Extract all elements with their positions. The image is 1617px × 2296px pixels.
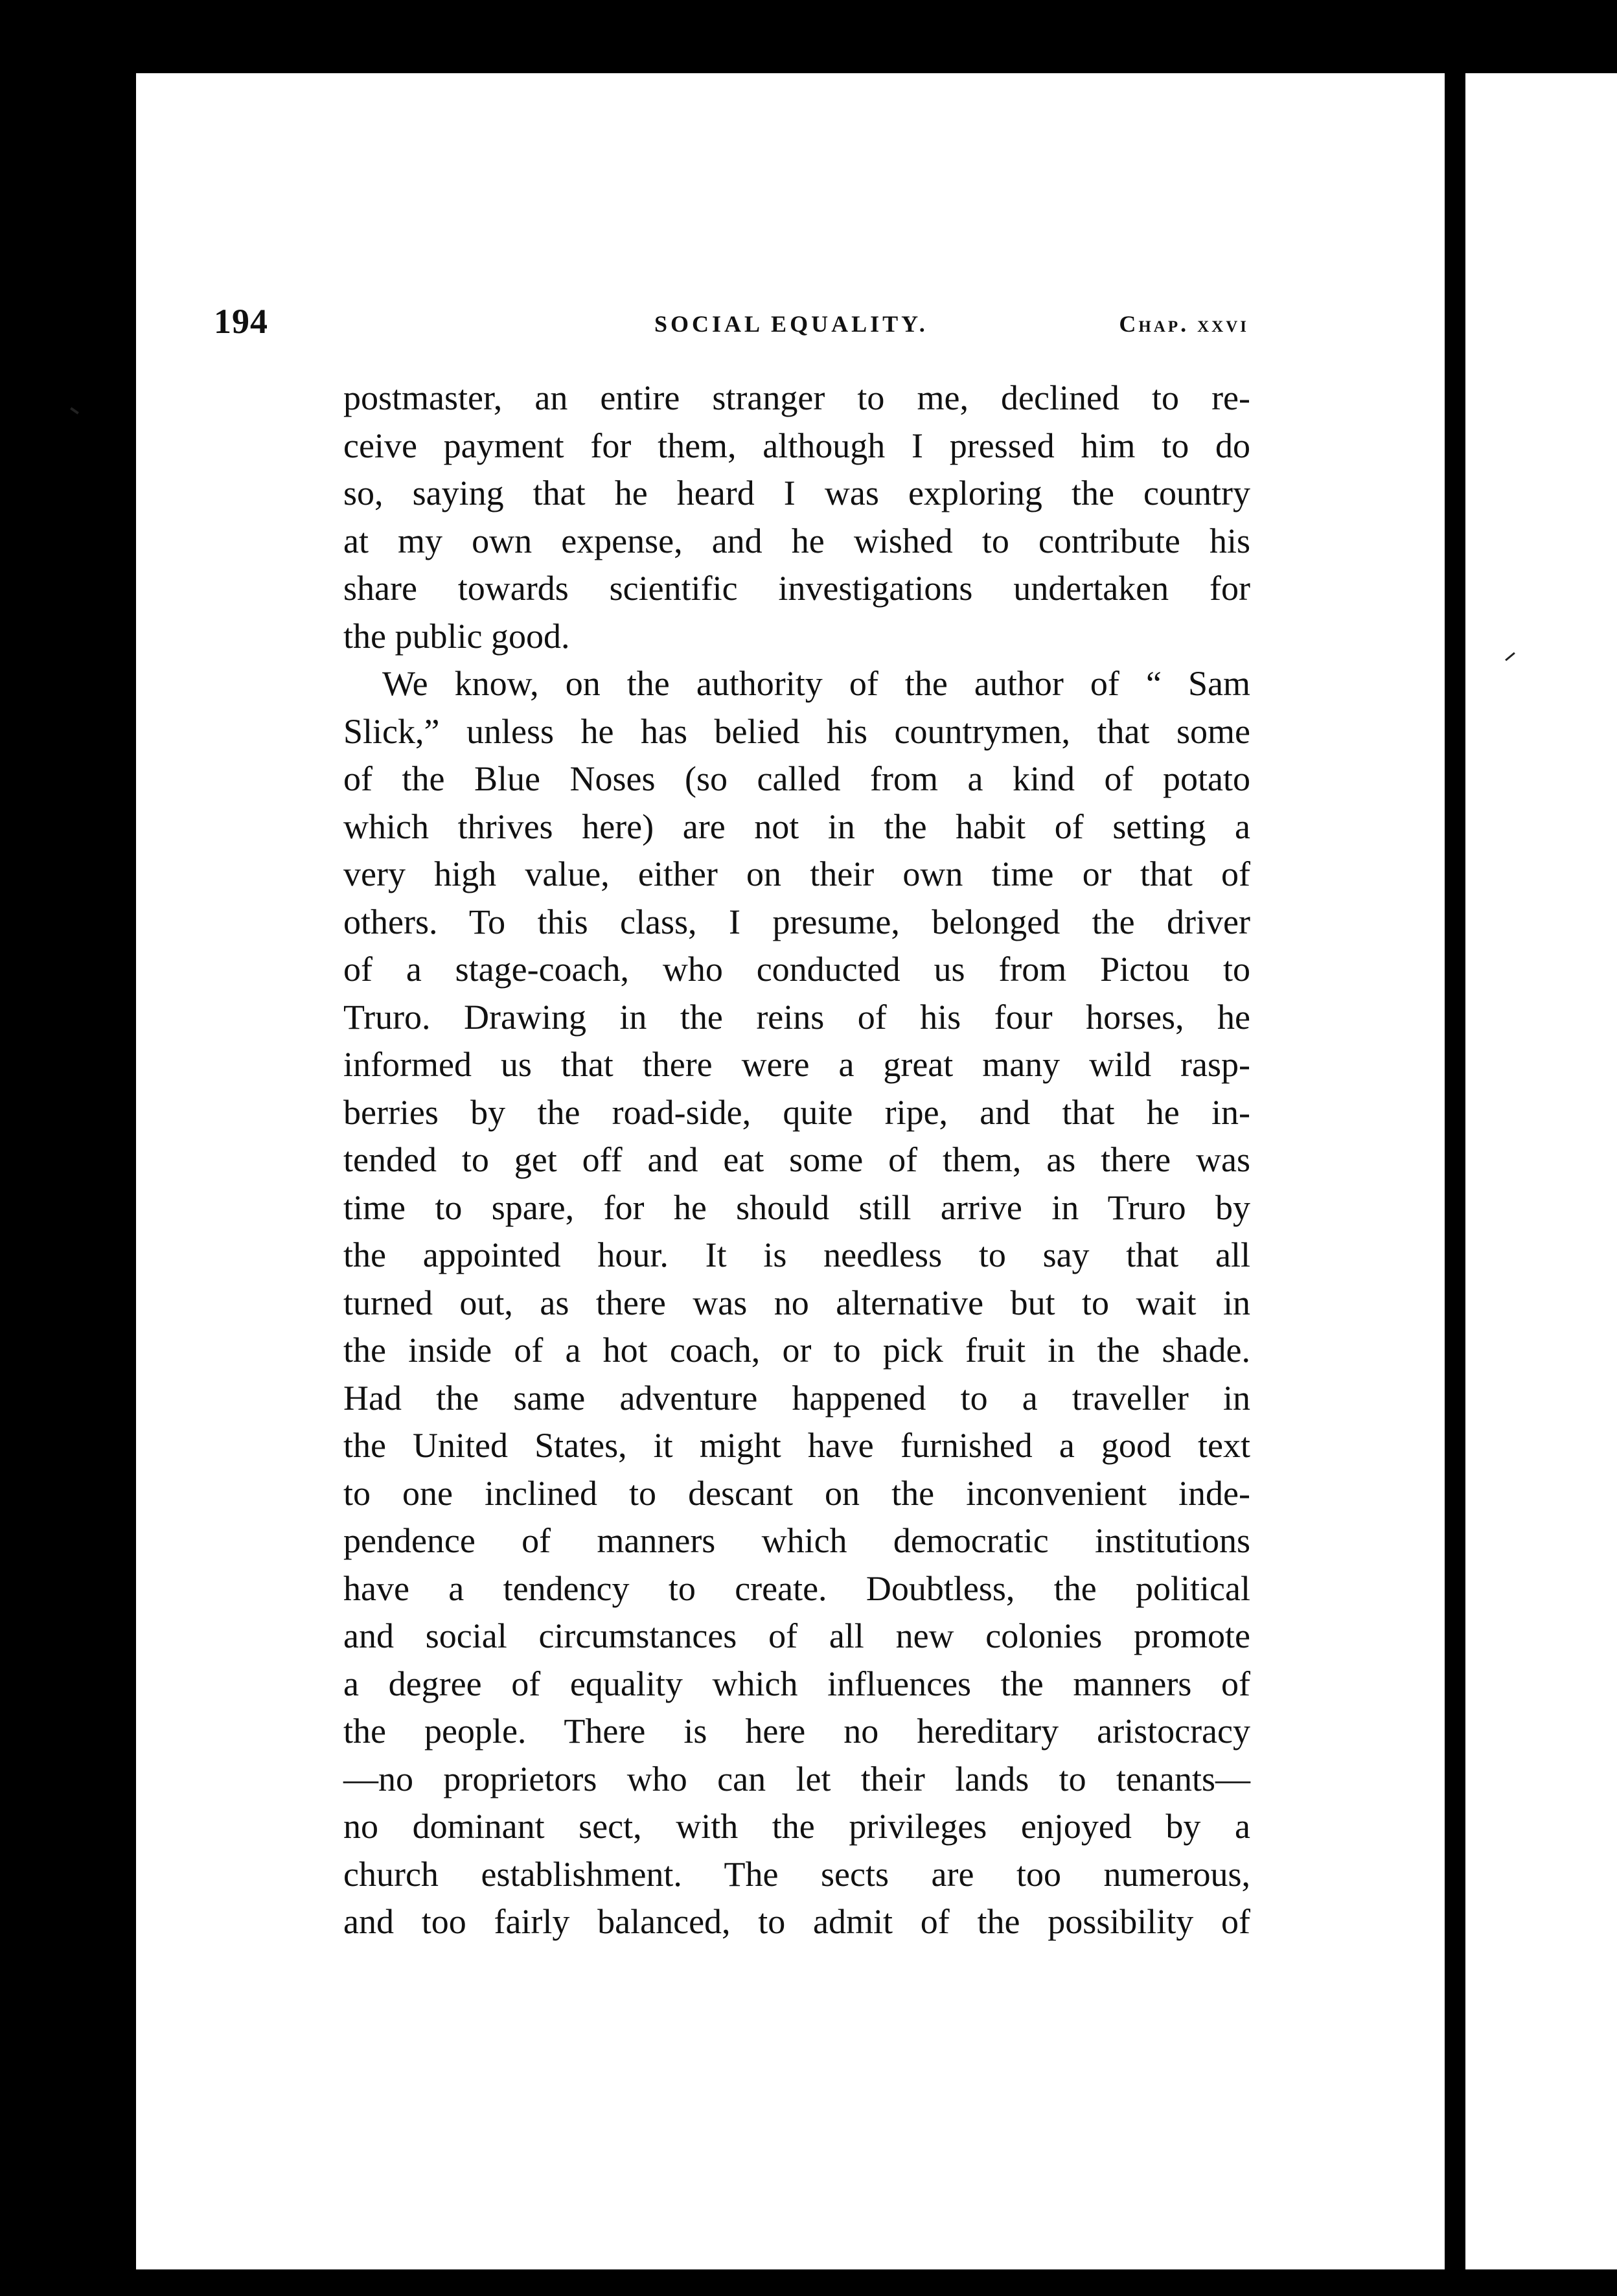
text-line: of the Blue Noses (so called from a kind of potato (343, 759, 1250, 798)
text-line: the United States, it might have furnished a good text (343, 1426, 1250, 1465)
adjacent-page-edge (1465, 73, 1617, 2269)
text-line: Slick,” unless he has belied his countrymen, that some (343, 711, 1250, 751)
text-line: which thrives here) are not in the habit of setting a (343, 807, 1250, 846)
text-line: We know, on the authority of the author of “ Sam (382, 664, 1250, 703)
text-line: very high value, either on their own time or that of (343, 855, 1250, 893)
text-line: postmaster, an entire stranger to me, declined to re- (343, 378, 1250, 417)
text-line: the people. There is here no hereditary aristocracy (343, 1712, 1250, 1751)
text-line: informed us that there were a great many wild rasp- (343, 1045, 1250, 1084)
text-line: Truro. Drawing in the reins of his four horses, he (343, 997, 1250, 1037)
text-line: tended to get off and eat some of them, as there was (343, 1140, 1250, 1179)
text-line: so, saying that he heard I was exploring the country (343, 474, 1250, 512)
text-line: time to spare, for he should still arrive in Truro by (343, 1188, 1250, 1227)
text-line: turned out, as there was no alternative but to wait in (343, 1283, 1250, 1322)
text-line: church establishment. The sects are too numerous, (343, 1854, 1250, 1894)
text-line: pendence of manners which democratic institutions (343, 1521, 1250, 1560)
body-text (343, 374, 1250, 1946)
text-line: no dominant sect, with the privileges enjoyed by a (343, 1807, 1250, 1846)
text-line: at my own expense, and he wished to contribute his (343, 521, 1250, 560)
text-line: and social circumstances of all new colonies promote (343, 1616, 1250, 1655)
page-gutter (1445, 73, 1465, 2269)
text-line: ceive payment for them, although I pressed him to do (343, 426, 1250, 465)
text-line: —no proprietors who can let their lands to tenants— (343, 1759, 1250, 1798)
text-line: berries by the road-side, quite ripe, and that he in- (343, 1092, 1250, 1132)
text-line: a degree of equality which influences the manners of (343, 1664, 1250, 1703)
running-title: SOCIAL EQUALITY. (654, 311, 928, 337)
page-number: 194 (214, 302, 268, 341)
text-line: of a stage-coach, who conducted us from Pictou to (343, 950, 1250, 989)
text-line: the appointed hour. It is needless to say that all (343, 1235, 1250, 1274)
running-head (214, 301, 1249, 353)
text-line: others. To this class, I presume, belonged the driver (343, 902, 1250, 941)
text-line: and too fairly balanced, to admit of the possibility of (343, 1902, 1250, 1941)
chapter-reference: Chap. xxvi (1119, 311, 1249, 337)
text-line: have a tendency to create. Doubtless, the political (343, 1568, 1250, 1608)
text-line: share towards scientific investigations undertaken for (343, 569, 1250, 608)
text-line: Had the same adventure happened to a traveller in (343, 1378, 1250, 1418)
text-line: the inside of a hot coach, or to pick fruit in the shade. (343, 1331, 1250, 1370)
text-line: to one inclined to descant on the inconvenient inde- (343, 1473, 1250, 1513)
text-line: the public good. (343, 616, 570, 656)
